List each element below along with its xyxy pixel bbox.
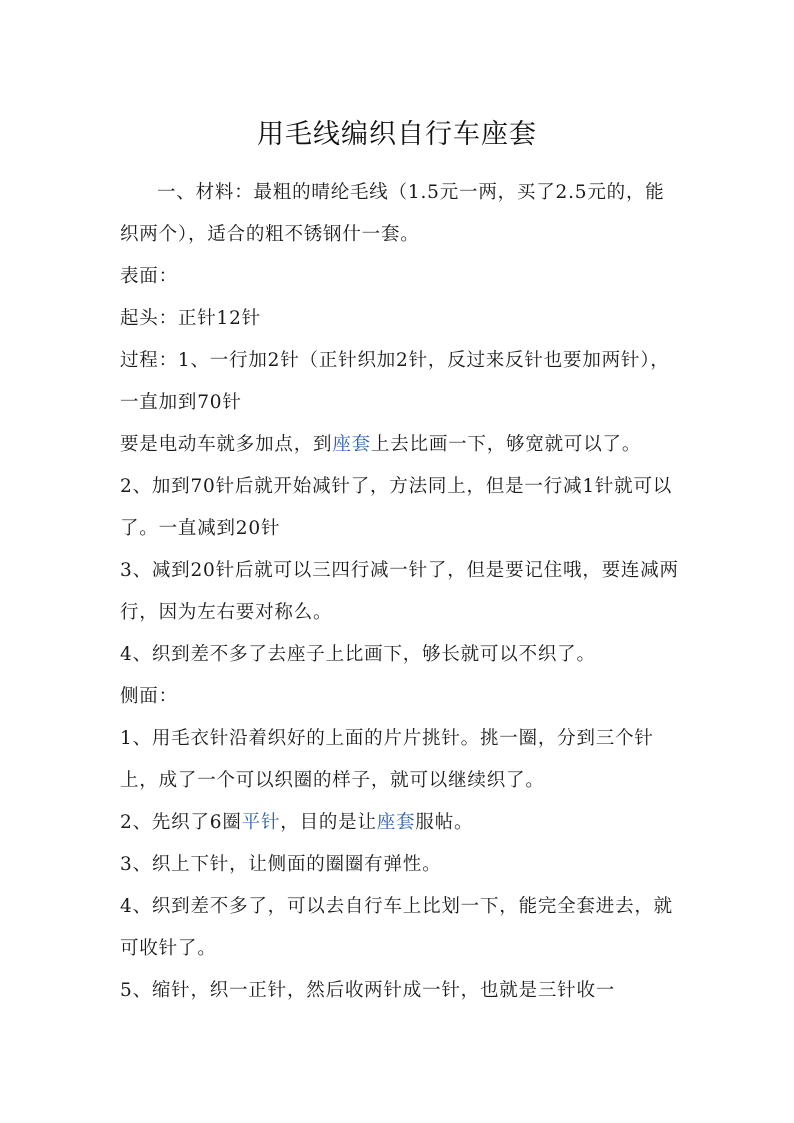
seat-cover-link[interactable]: 座套 xyxy=(376,812,416,833)
seat-cover-link[interactable]: 座套 xyxy=(332,434,371,455)
paragraph-cast-on: 起头：正针12针 xyxy=(120,308,261,329)
document-body xyxy=(120,172,680,1012)
paragraph-side-step-2 xyxy=(120,802,680,844)
document-title: 用毛线编织自行车座套 xyxy=(257,119,537,150)
paragraph-side-step-4: 4、织到差不多了，可以去自行车上比划一下，能完全套进去，就可收针了。 xyxy=(120,896,673,959)
paragraph-side-step-3: 3、织上下针，让侧面的圈圈有弹性。 xyxy=(120,854,442,875)
paragraph-step-3: 3、减到20针后就可以三四行减一针了，但是要记住哦，要连减两行，因为左右要对称么。 xyxy=(120,560,679,623)
paragraph-side-step-5: 5、缩针，织一正针，然后收两针成一针，也就是三针收一 xyxy=(120,980,616,1001)
paragraph-step-2: 2、加到70针后就开始减针了，方法同上，但是一行减1针就可以了。一直减到20针 xyxy=(120,476,673,539)
plain-stitch-link[interactable]: 平针 xyxy=(241,812,281,833)
paragraph-process-step-1: 过程：1、一行加2针（正针织加2针，反过来反针也要加两针），一直加到70针 xyxy=(120,350,670,413)
text-span: 2、先织了6圈 xyxy=(120,812,242,833)
text-span: 要是电动车就多加点，到 xyxy=(120,434,333,455)
paragraph-materials: 一、材料：最粗的晴纶毛线（1.5元一两，买了2.5元的，能织两个），适合的粗不锈钢什一套。 xyxy=(120,182,665,245)
paragraph-electric-bike-note xyxy=(120,424,680,466)
section-heading-surface: 表面： xyxy=(120,266,178,287)
paragraph-side-step-1: 1、用毛衣针沿着织好的上面的片片挑针。挑一圈，分到三个针上，成了一个可以织圈的样子，就可以继续织了。 xyxy=(120,728,654,791)
text-span: 上去比画一下，够宽就可以了。 xyxy=(370,434,642,455)
text-span: ，目的是让 xyxy=(280,812,377,833)
text-span: 服帖。 xyxy=(415,812,474,833)
section-heading-side: 侧面： xyxy=(120,686,178,707)
paragraph-step-4: 4、织到差不多了去座子上比画下，够长就可以不织了。 xyxy=(120,644,596,665)
